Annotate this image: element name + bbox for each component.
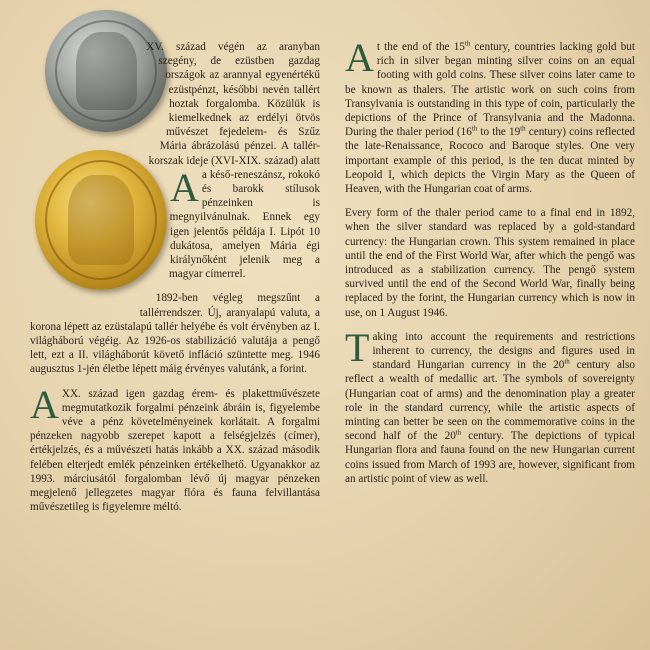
english-text-column — [345, 35, 636, 496]
english-paragraph-1: At the end of the 15th century, countries lacking gold but rich in silver began minting silver coins on an equal footing with gold coins. These silver coins later came to be known as thalers. The artistic work on such coins from Transylvania is outstanding in this type of coin, particularly the depictions of the Prince of Transylvania and the Madonna. During the thaler period (16th to the 19th century) coins reflected the late-Renaissance, Rococo and Baroque styles. One very important example of this period, is the ten ducat minted by Leopold I, which depicts the Virgin Mary as the Queen of Heaven, with the Hungarian coat of arms. — [345, 35, 636, 196]
english-paragraph-2: Every form of the thaler period came to a final end in 1892, when the silver standard was replaced by a gold-standard currency: the Hungarian crown. This system remained in place until the end of the First World War, after which the pengő was introduced as a stabilization currency. The pengő system survived until the end of the Second World War, finally being replaced by the forint, the Hungarian currency which is now in use, on 1 August 1946. — [345, 207, 635, 319]
hungarian-paragraph-2: 1892-ben végleg megszűnt a tallérrendszer. Új, aranyalapú valuta, a korona lépett az ezüstalapú tallér helyébe és volt érvényben az I. világháború végéig. Az 1926-os stabilizáció valutája a pengő lett, ezt a II. világháborút követő infláció szüntette meg. 1946 augusztus 1-jén életbe lépett máig érvényes valutánk, a forint. — [30, 292, 320, 376]
english-paragraph-3: Taking into account the requirements and restrictions inherent to currency, the designs and figures used in standard Hungarian currency in the 20th century also reflect a wealth of medallic art. The symbols of sovereignty (Hungarian coat of arms) and the denomination play a greater role in the standard currency, while the artistic aspects of minting can better be seen on the commemorative coins in the second half of the 20th century. The depictions of typical Hungarian flora and fauna found on the new Hungarian current coins issued from March of 1993 are, however, significant from an artistic point of view as well. — [345, 324, 635, 485]
drop-cap: A — [30, 381, 59, 427]
drop-cap: T — [345, 324, 370, 370]
hungarian-paragraph-1: A XV. század végén az aranyban szegény, de ezüstben gazdag országok az arannyal egyenértékű ezüstpénzt, későbbi nevén tallért hoztak forgalomba. Közülük is kiemelkednek az erdélyi ötvös művészet fejedelem- és Szűz Mária ábrázolású pénzei. A tallér-korszak ideje (XVI-XIX. század) alatt a késő-reneszánsz, rokokó és barokk stílusok pénzeinken is megnyilvánulnak. Ennek egy igen jelentős példája I. Lipót 10 dukátosa, amelyen Mária égi királynőként jelenik meg a magyar címerrel. — [146, 41, 320, 281]
hungarian-paragraph-3: AXX. század igen gazdag érem- és plakettművészete megmutatkozik forgalmi pénzeink ábráin is, figyelembe véve a pénz követelményeinek korlátait. A forgalmi pénzeken nagyobb szerepet kapott a felségjelzés (címer), értékjelzés, és a művészeti hatás inkább a XX. század második felében elterjedt emlék pénzeinken értékelhető. Ugyanakkor az 1993. márciusától forgalomban lévő új magyar pénzeken megjelenő jellegzetes magyar flóra és fauna felvillantása művészetileg is figyelemre méltó. — [30, 381, 320, 514]
hungarian-text-column — [30, 40, 320, 525]
drop-cap: A — [345, 35, 374, 80]
drop-cap: A — [170, 165, 199, 210]
